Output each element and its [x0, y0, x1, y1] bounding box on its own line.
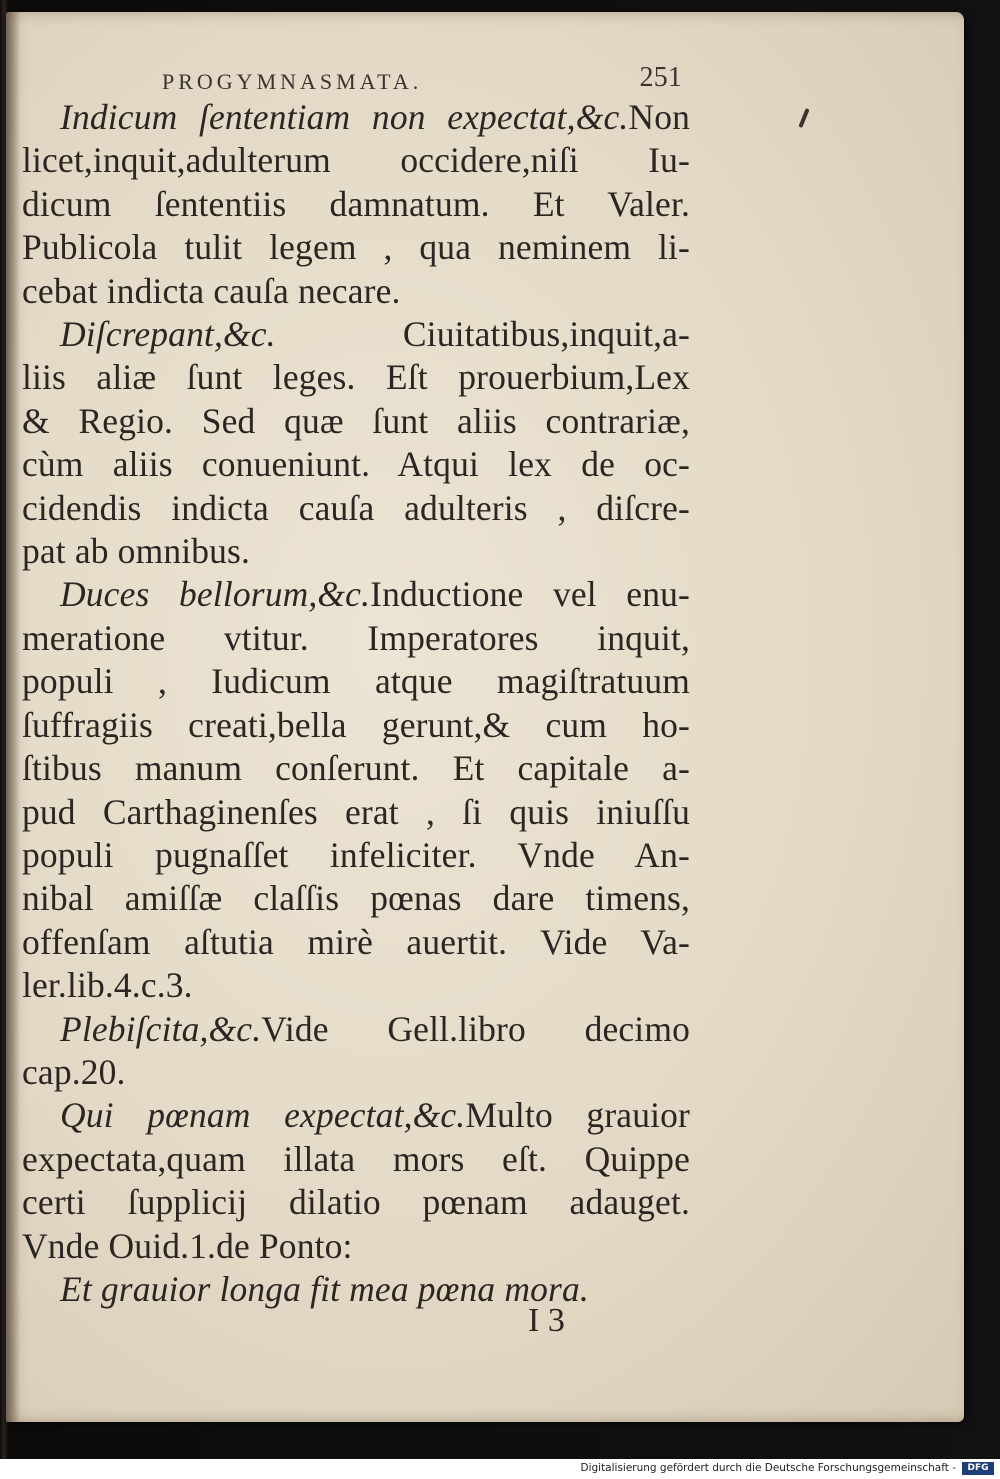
line-text: cùm aliis conueniunt. Atqui lex de oc-: [22, 444, 690, 485]
line-text: Vnde Ouid.1.de Ponto:: [22, 1225, 353, 1266]
text-line: [22, 313, 690, 356]
line-text: Non: [628, 97, 690, 137]
page-number: 251: [639, 62, 682, 93]
line-text: cidendis indicta cauſa adulteris , diſcre-: [22, 487, 690, 528]
footer-bar: [0, 1459, 1000, 1479]
text-line: [22, 487, 690, 530]
line-text: licet,inquit,adulterum occidere,niſi Iu-: [22, 140, 690, 181]
text-line: [22, 573, 690, 616]
page-gutter-shadow: [6, 12, 20, 1422]
line-text: Publicola tulit legem , qua neminem li-: [22, 227, 690, 268]
lemma-italic: Qui pœnam expectat,&c.: [60, 1095, 466, 1136]
page-text-block: [22, 58, 690, 1311]
line-text: Vide Gell.libro decimo: [261, 1008, 690, 1049]
signature-mark: I 3: [528, 1302, 565, 1339]
text-line: [22, 226, 690, 269]
text-line: [22, 1094, 690, 1137]
line-text: Multo grauior: [465, 1095, 690, 1136]
text-line: [22, 270, 690, 313]
line-text: dicum ſententiis damnatum. Et Valer.: [22, 183, 690, 224]
text-line: [22, 1138, 690, 1181]
line-text: meratione vtitur. Imperatores inquit,: [22, 617, 690, 658]
lemma-italic: Indicum ſententiam non expectat,&c.: [60, 97, 629, 137]
line-text: populi , Iudicum atque magiſtratuum: [22, 661, 690, 702]
text-line: [22, 964, 690, 1007]
line-text: ſuffragiis creati,bella gerunt,& cum ho-: [22, 704, 690, 745]
paragraph: [22, 313, 690, 573]
line-text: certi ſupplicij dilatio pœnam adauget.: [22, 1182, 690, 1223]
line-text: offenſam aſtutia mirè auertit. Vide Va-: [22, 921, 690, 962]
paragraph: [22, 1094, 690, 1268]
lemma-italic: Et grauior longa fit mea pœna mora.: [60, 1268, 589, 1309]
text-line: [22, 400, 690, 443]
line-text: & Regio. Sed quæ ſunt aliis contrariæ,: [22, 400, 690, 441]
text-line: [22, 1008, 690, 1051]
footer-credit: Digitalisierung gefördert durch die Deutsche Forschungsgemeinschaft -: [580, 1462, 956, 1474]
text-line: [22, 877, 690, 920]
text-line: [22, 139, 690, 182]
line-text: populi pugnaſſet infeliciter. Vnde An-: [22, 834, 690, 875]
line-text: ſtibus manum conſerunt. Et capitale a-: [22, 748, 690, 789]
line-text: liis aliæ ſunt leges. Eſt prouerbium,Lex: [22, 357, 690, 398]
line-text: nibal amiſſæ claſſis pœnas dare timens,: [22, 878, 690, 919]
text-line: [22, 747, 690, 790]
text-line: [22, 1225, 690, 1268]
lemma-italic: Plebiſcita,&c.: [60, 1008, 262, 1049]
text-line: [22, 704, 690, 747]
text-line: [22, 443, 690, 486]
line-text: cap.20.: [22, 1051, 126, 1092]
paragraph: [22, 96, 690, 313]
text-line: [22, 660, 690, 703]
text-line: [22, 617, 690, 660]
paragraphs: [22, 96, 690, 1311]
running-head-title: PROGYMNASMATA.: [162, 69, 423, 94]
text-line: [22, 530, 690, 573]
lemma-italic: Diſcrepant,&c.: [60, 314, 276, 355]
text-line: [22, 183, 690, 226]
line-text: Inductione vel enu-: [370, 574, 690, 615]
dfg-logo: DFG: [962, 1462, 994, 1475]
text-line: [22, 834, 690, 877]
lemma-italic: Duces bellorum,&c.: [60, 574, 371, 615]
paragraph: [22, 573, 690, 1007]
paragraph: [22, 1268, 690, 1311]
line-text: ler.lib.4.c.3.: [22, 965, 193, 1006]
text-line: [22, 356, 690, 399]
text-line: [22, 921, 690, 964]
text-line: [22, 791, 690, 834]
paragraph: [22, 1008, 690, 1095]
line-text: cebat indicta cauſa necare.: [22, 270, 401, 311]
running-head: [22, 58, 690, 96]
line-text: expectata,quam illata mors eſt. Quippe: [22, 1138, 690, 1179]
line-text: pat ab omnibus.: [22, 531, 251, 572]
text-line: [22, 1181, 690, 1224]
text-line: [22, 1051, 690, 1094]
text-line: [22, 1268, 690, 1311]
line-text: Ciuitatibus,inquit,a-: [275, 314, 690, 355]
line-text: pud Carthaginenſes erat , ſi quis iniuſſu: [22, 791, 690, 832]
